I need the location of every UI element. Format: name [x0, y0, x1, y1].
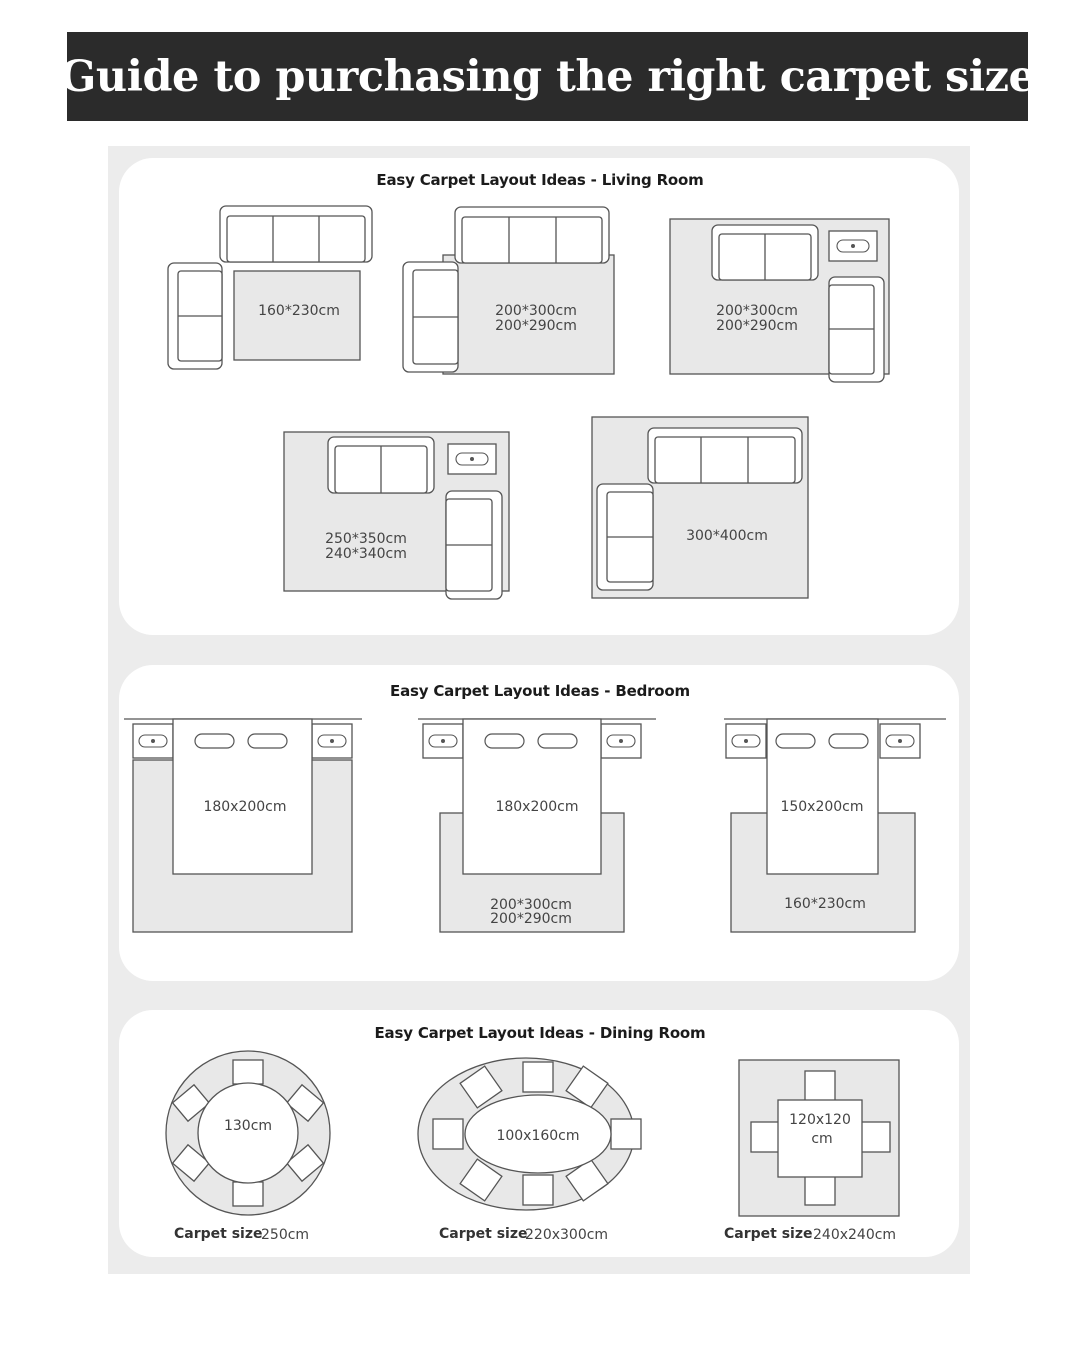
sofa-icon [712, 225, 818, 280]
living-layout-2 [403, 207, 614, 374]
sofa-icon [328, 437, 434, 493]
nightstand-icon [601, 724, 641, 758]
sofa-icon [220, 206, 372, 262]
chair-icon [751, 1122, 781, 1152]
carpet-size-label: 200*300cm [716, 303, 798, 319]
chair-icon [233, 1060, 263, 1084]
chair-icon [805, 1175, 835, 1205]
side-table-icon [448, 444, 496, 474]
carpet-size-value: 250cm [261, 1227, 310, 1243]
living-layout-4 [284, 432, 509, 599]
pillow-icon [776, 734, 815, 748]
table-size-label: 100x160cm [496, 1128, 580, 1144]
chair-icon [523, 1175, 553, 1205]
dining-layout-square [724, 1060, 899, 1243]
chair-icon [805, 1071, 835, 1101]
bed-size-label: 180x200cm [203, 799, 287, 815]
table-size-label: cm [811, 1131, 833, 1147]
armchair-icon [403, 262, 458, 372]
carpet-size-label: 160*230cm [258, 303, 340, 319]
carpet-size-label: 200*290cm [495, 318, 577, 334]
armchair-icon [597, 484, 653, 590]
page-title: Guide to purchasing the right carpet size [59, 51, 1036, 102]
carpet-size-label: 240*340cm [325, 546, 407, 562]
carpet-size-caption: Carpet size [439, 1226, 528, 1242]
chair-icon [233, 1182, 263, 1206]
table-size-label: 130cm [223, 1118, 273, 1134]
bedroom-title: Easy Carpet Layout Ideas - Bedroom [390, 682, 690, 700]
pillow-icon [538, 734, 577, 748]
carpet-size-caption: Carpet size [724, 1226, 813, 1242]
pillow-icon [485, 734, 524, 748]
carpet-size-value: 240x240cm [813, 1227, 897, 1243]
nightstand-icon [133, 724, 173, 758]
bedroom-layout-2 [418, 719, 656, 932]
carpet-size-label: 200*300cm [495, 303, 577, 319]
living-layout-1 [168, 206, 372, 369]
living-layout-5 [592, 417, 808, 598]
carpet-size-value: 220x300cm [525, 1227, 609, 1243]
chair-icon [860, 1122, 890, 1152]
living-room-title: Easy Carpet Layout Ideas - Living Room [376, 171, 704, 189]
carpet-size-label: 250*350cm [325, 531, 407, 547]
sofa-icon [648, 428, 802, 483]
living-layout-3 [670, 219, 889, 382]
pillow-icon [248, 734, 287, 748]
dining-layout-oval [418, 1058, 641, 1243]
dining-room-title: Easy Carpet Layout Ideas - Dining Room [374, 1024, 706, 1042]
bedroom-layout-3 [724, 719, 946, 932]
carpet-size-caption: Carpet size [174, 1226, 263, 1242]
pillow-icon [195, 734, 234, 748]
table-size-label: 120x120 [789, 1112, 851, 1128]
armchair-icon [168, 263, 222, 369]
chair-icon [433, 1119, 463, 1149]
armchair-icon [446, 491, 502, 599]
nightstand-icon [726, 724, 766, 758]
carpet-size-label: 200*290cm [716, 318, 798, 334]
bed-icon [173, 719, 312, 874]
carpet-size-label: 160*230cm [784, 896, 866, 912]
chair-icon [523, 1062, 553, 1092]
bedroom-layout-1 [124, 719, 362, 932]
side-table-icon [829, 231, 877, 261]
armchair-icon [829, 277, 884, 382]
sofa-icon [455, 207, 609, 263]
pillow-icon [829, 734, 868, 748]
nightstand-icon [880, 724, 920, 758]
bed-icon [463, 719, 601, 874]
nightstand-icon [423, 724, 463, 758]
carpet-size-label: 300*400cm [686, 528, 768, 544]
bed-size-label: 150x200cm [780, 799, 864, 815]
dining-layout-round [166, 1051, 330, 1243]
nightstand-icon [312, 724, 352, 758]
chair-icon [611, 1119, 641, 1149]
carpet-size-label: 200*290cm [490, 911, 572, 927]
bed-size-label: 180x200cm [495, 799, 579, 815]
carpet-size-label: 200*300cm [490, 897, 572, 913]
